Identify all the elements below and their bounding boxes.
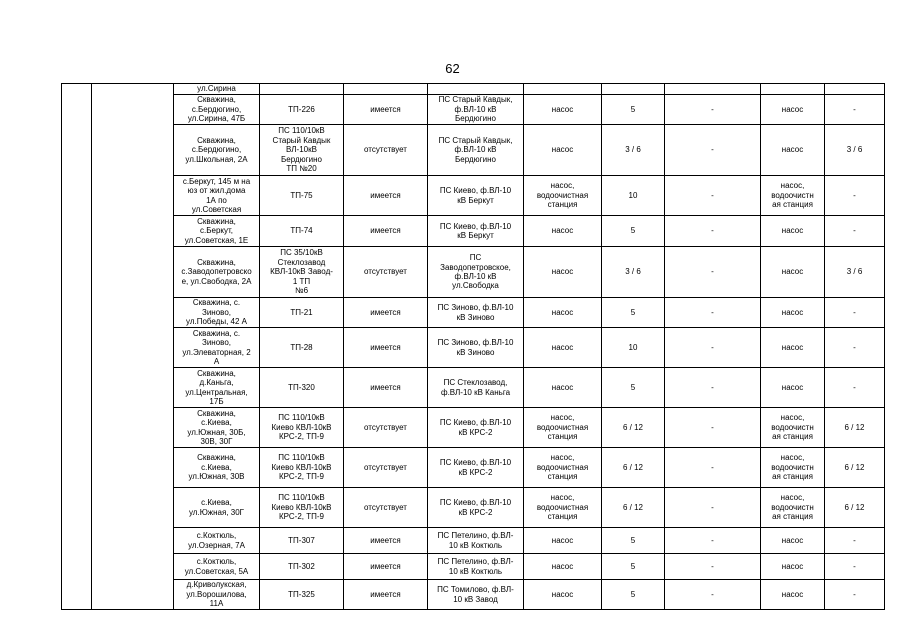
backup-status-cell: отсутствует — [344, 408, 428, 448]
consumer-cell: насос, водоочистн ая станция — [761, 408, 825, 448]
load-cell: 5 — [602, 368, 665, 408]
equipment-cell: насос, водоочистная станция — [524, 408, 602, 448]
backup-status-cell — [344, 84, 428, 95]
equipment-cell: насос — [524, 125, 602, 176]
table-row — [62, 216, 885, 247]
power-source-cell: ТП-325 — [260, 580, 344, 610]
consumer-cell: насос — [761, 554, 825, 580]
table-row — [62, 84, 885, 95]
reserve-cell: - — [665, 298, 761, 328]
backup-load-cell: - — [825, 528, 885, 554]
consumer-cell: насос — [761, 298, 825, 328]
location-cell: с.Коктюль, ул.Советская, 5А — [174, 554, 260, 580]
power-source-cell: ТП-74 — [260, 216, 344, 247]
feeder-cell: ПС Томилово, ф.ВЛ- 10 кВ Завод — [428, 580, 524, 610]
load-cell: 3 / 6 — [602, 125, 665, 176]
backup-status-cell: имеется — [344, 580, 428, 610]
load-cell: 3 / 6 — [602, 247, 665, 298]
reserve-cell: - — [665, 95, 761, 125]
consumer-cell: насос, водоочистн ая станция — [761, 488, 825, 528]
reserve-cell: - — [665, 488, 761, 528]
reserve-cell: - — [665, 247, 761, 298]
feeder-cell: ПС Киево, ф.ВЛ-10 кВ Беркут — [428, 176, 524, 216]
equipment-cell: насос — [524, 580, 602, 610]
power-source-cell: ПС 110/10кВ Киево КВЛ-10кВ КРС-2, ТП-9 — [260, 408, 344, 448]
location-cell: Скважина, с.Бердюгино, ул.Школьная, 2А — [174, 125, 260, 176]
power-source-cell: ПС 35/10кВ Стеклозавод КВЛ-10кВ Завод- 1 ТП №6 — [260, 247, 344, 298]
feeder-cell: ПС Стеклозавод, ф.ВЛ-10 кВ Каньга — [428, 368, 524, 408]
power-source-cell: ТП-75 — [260, 176, 344, 216]
backup-load-cell: - — [825, 554, 885, 580]
backup-status-cell: имеется — [344, 528, 428, 554]
table-body — [62, 84, 885, 610]
feeder-cell — [428, 84, 524, 95]
reserve-cell: - — [665, 216, 761, 247]
backup-load-cell: 6 / 12 — [825, 488, 885, 528]
load-cell: 6 / 12 — [602, 488, 665, 528]
consumer-cell: насос — [761, 368, 825, 408]
power-source-cell: ПС 110/10кВ Киево КВЛ-10кВ КРС-2, ТП-9 — [260, 488, 344, 528]
table-row — [62, 95, 885, 125]
consumer-cell — [761, 84, 825, 95]
backup-load-cell: - — [825, 368, 885, 408]
backup-status-cell: отсутствует — [344, 488, 428, 528]
location-cell: Скважина, с.Заводопетровско е, ул.Свободка, 2А — [174, 247, 260, 298]
power-source-cell: ТП-21 — [260, 298, 344, 328]
location-cell: Скважина, с. Зиново, ул.Победы, 42 А — [174, 298, 260, 328]
feeder-cell: ПС Петелино, ф.ВЛ- 10 кВ Коктюль — [428, 554, 524, 580]
location-cell: с.Беркут, 145 м на юз от жил.дома 1А по ул.Советская — [174, 176, 260, 216]
power-source-cell: ТП-320 — [260, 368, 344, 408]
reserve-cell: - — [665, 408, 761, 448]
page-number: 62 — [445, 61, 460, 76]
power-source-cell: ПС 110/10кВ Старый Кавдык ВЛ-10кВ Бердюгино ТП №20 — [260, 125, 344, 176]
reserve-cell: - — [665, 125, 761, 176]
backup-load-cell: - — [825, 176, 885, 216]
table-row — [62, 554, 885, 580]
location-cell: ул.Сирина — [174, 84, 260, 95]
table-row — [62, 298, 885, 328]
backup-load-cell: - — [825, 580, 885, 610]
table-row — [62, 448, 885, 488]
reserve-cell: - — [665, 328, 761, 368]
reserve-cell: - — [665, 528, 761, 554]
equipment-cell: насос — [524, 216, 602, 247]
table-row — [62, 176, 885, 216]
equipment-cell: насос — [524, 554, 602, 580]
table-row — [62, 368, 885, 408]
feeder-cell: ПС Зиново, ф.ВЛ-10 кВ Зиново — [428, 328, 524, 368]
backup-status-cell: имеется — [344, 298, 428, 328]
power-source-cell: ТП-307 — [260, 528, 344, 554]
equipment-cell: насос — [524, 528, 602, 554]
power-source-cell — [260, 84, 344, 95]
backup-status-cell: имеется — [344, 95, 428, 125]
table-row — [62, 328, 885, 368]
feeder-cell: ПС Киево, ф.ВЛ-10 кВ Беркут — [428, 216, 524, 247]
feeder-cell: ПС Киево, ф.ВЛ-10 кВ КРС-2 — [428, 488, 524, 528]
location-cell: Скважина, с.Киева, ул.Южная, 30Б, 30В, 30Г — [174, 408, 260, 448]
consumer-cell: насос — [761, 125, 825, 176]
location-cell: Скважина, с.Киева, ул.Южная, 30В — [174, 448, 260, 488]
backup-load-cell: 6 / 12 — [825, 448, 885, 488]
backup-status-cell: отсутствует — [344, 448, 428, 488]
power-source-cell: ПС 110/10кВ Киево КВЛ-10кВ КРС-2, ТП-9 — [260, 448, 344, 488]
equipment-cell: насос, водоочистная станция — [524, 176, 602, 216]
reserve-cell: - — [665, 554, 761, 580]
power-source-cell: ТП-28 — [260, 328, 344, 368]
load-cell: 10 — [602, 328, 665, 368]
backup-load-cell: 3 / 6 — [825, 125, 885, 176]
reserve-cell: - — [665, 580, 761, 610]
equipment-cell: насос — [524, 247, 602, 298]
backup-status-cell: имеется — [344, 216, 428, 247]
load-cell: 5 — [602, 298, 665, 328]
load-cell — [602, 84, 665, 95]
consumer-cell: насос — [761, 247, 825, 298]
empty-col-1 — [62, 84, 92, 610]
backup-load-cell: - — [825, 328, 885, 368]
load-cell: 5 — [602, 216, 665, 247]
equipment-cell: насос — [524, 95, 602, 125]
location-cell: Скважина, с.Беркут, ул.Советская, 1Е — [174, 216, 260, 247]
load-cell: 5 — [602, 95, 665, 125]
equipment-cell: насос — [524, 368, 602, 408]
load-cell: 5 — [602, 554, 665, 580]
table-row — [62, 488, 885, 528]
table-row — [62, 528, 885, 554]
consumer-cell: насос, водоочистн ая станция — [761, 448, 825, 488]
consumer-cell: насос, водоочистн ая станция — [761, 176, 825, 216]
location-cell: Скважина, с. Зиново, ул.Элеваторная, 2 А — [174, 328, 260, 368]
load-cell: 10 — [602, 176, 665, 216]
location-cell: Скважина, д.Каньга, ул.Центральная, 17Б — [174, 368, 260, 408]
feeder-cell: ПС Киево, ф.ВЛ-10 кВ КРС-2 — [428, 408, 524, 448]
consumer-cell: насос — [761, 95, 825, 125]
backup-load-cell: - — [825, 95, 885, 125]
feeder-cell: ПС Старый Кавдык, ф.ВЛ-10 кВ Бердюгино — [428, 95, 524, 125]
feeder-cell: ПС Заводопетровское, ф.ВЛ-10 кВ ул.Свободка — [428, 247, 524, 298]
equipment-cell: насос — [524, 328, 602, 368]
location-cell: Скважина, с.Бердюгино, ул.Сирина, 47Б — [174, 95, 260, 125]
power-source-cell: ТП-226 — [260, 95, 344, 125]
backup-status-cell: имеется — [344, 176, 428, 216]
backup-status-cell: отсутствует — [344, 247, 428, 298]
backup-status-cell: имеется — [344, 368, 428, 408]
table-row — [62, 408, 885, 448]
backup-load-cell: 6 / 12 — [825, 408, 885, 448]
load-cell: 6 / 12 — [602, 448, 665, 488]
location-cell: д.Криволукская, ул.Ворошилова, 11А — [174, 580, 260, 610]
consumer-cell: насос — [761, 328, 825, 368]
load-cell: 6 / 12 — [602, 408, 665, 448]
water-supply-table — [61, 83, 885, 610]
table-row — [62, 247, 885, 298]
backup-load-cell: 3 / 6 — [825, 247, 885, 298]
equipment-cell: насос, водоочистная станция — [524, 448, 602, 488]
consumer-cell: насос — [761, 528, 825, 554]
load-cell: 5 — [602, 580, 665, 610]
feeder-cell: ПС Петелино, ф.ВЛ- 10 кВ Коктюль — [428, 528, 524, 554]
backup-status-cell: отсутствует — [344, 125, 428, 176]
backup-status-cell: имеется — [344, 554, 428, 580]
empty-col-2 — [92, 84, 174, 610]
feeder-cell: ПС Старый Кавдык, ф.ВЛ-10 кВ Бердюгино — [428, 125, 524, 176]
consumer-cell: насос — [761, 580, 825, 610]
equipment-cell — [524, 84, 602, 95]
equipment-cell: насос, водоочистная станция — [524, 488, 602, 528]
backup-load-cell: - — [825, 216, 885, 247]
equipment-cell: насос — [524, 298, 602, 328]
reserve-cell: - — [665, 448, 761, 488]
location-cell: с.Киева, ул.Южная, 30Г — [174, 488, 260, 528]
load-cell: 5 — [602, 528, 665, 554]
backup-status-cell: имеется — [344, 328, 428, 368]
table-row — [62, 125, 885, 176]
power-source-cell: ТП-302 — [260, 554, 344, 580]
backup-load-cell: - — [825, 298, 885, 328]
backup-load-cell — [825, 84, 885, 95]
location-cell: с.Коктюль, ул.Озерная, 7А — [174, 528, 260, 554]
table-row — [62, 580, 885, 610]
feeder-cell: ПС Киево, ф.ВЛ-10 кВ КРС-2 — [428, 448, 524, 488]
reserve-cell: - — [665, 368, 761, 408]
reserve-cell: - — [665, 176, 761, 216]
reserve-cell — [665, 84, 761, 95]
consumer-cell: насос — [761, 216, 825, 247]
feeder-cell: ПС Зиново, ф.ВЛ-10 кВ Зиново — [428, 298, 524, 328]
